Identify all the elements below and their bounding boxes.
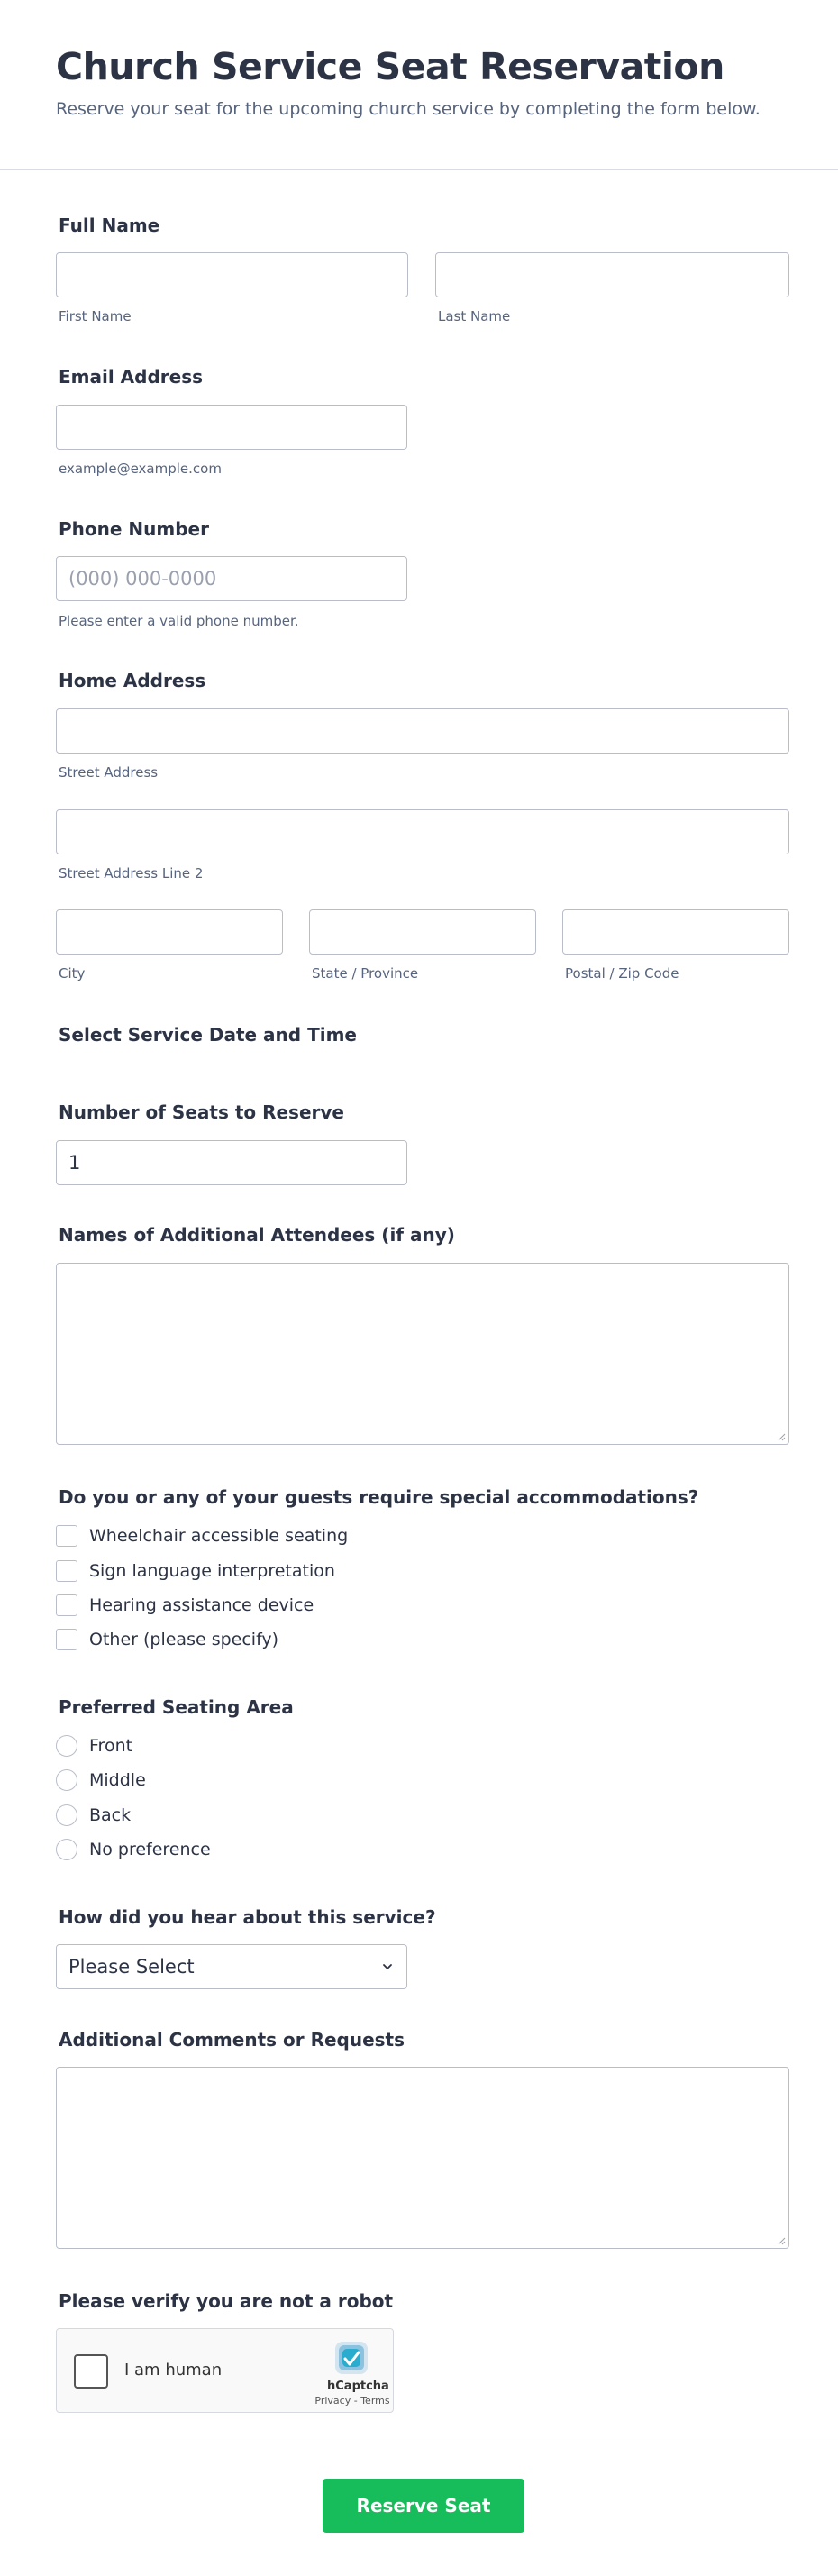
comments-label: Additional Comments or Requests [59,2029,405,2051]
radio-button[interactable] [56,1769,77,1791]
email-sublabel: example@example.com [59,461,222,477]
seating-option-middle[interactable] [56,1768,146,1793]
first-name-sublabel: First Name [59,308,132,324]
seating-option-no-preference[interactable] [56,1837,211,1862]
option-label: Hearing assistance device [89,1595,314,1615]
zip-sublabel: Postal / Zip Code [565,965,679,982]
captcha-label: Please verify you are not a robot [59,2290,394,2312]
phone-sublabel: Please enter a valid phone number. [59,613,299,629]
radio-button[interactable] [56,1804,77,1826]
street-address-input[interactable] [56,708,789,754]
radio-button[interactable] [56,1839,77,1860]
email-label: Email Address [59,366,204,388]
captcha-checkbox[interactable] [74,2354,108,2389]
captcha-widget [56,2328,394,2413]
referral-select[interactable] [56,1944,407,1989]
attendees-label: Names of Additional Attendees (if any) [59,1224,455,1246]
option-label: Middle [89,1770,146,1790]
checkbox[interactable] [56,1525,77,1547]
captcha-brand: hCaptcha [327,2380,389,2393]
seats-label: Number of Seats to Reserve [59,1101,344,1123]
captcha-checkbox-text: I am human [124,2361,223,2380]
last-name-input[interactable] [435,252,789,297]
zip-input[interactable] [562,909,789,955]
reserve-seat-button[interactable]: Reserve Seat [323,2479,524,2533]
phone-label: Phone Number [59,518,209,540]
accommodations-label: Do you or any of your guests require special accommodations? [59,1486,699,1508]
captcha-terms-link[interactable]: Privacy - Terms [314,2395,390,2407]
resize-grip-icon[interactable] [777,2236,786,2245]
state-input[interactable] [309,909,536,955]
accommodation-option-other[interactable] [56,1627,278,1652]
street-address-2-sublabel: Street Address Line 2 [59,865,204,882]
accommodation-option-wheelchair[interactable] [56,1523,348,1548]
radio-button[interactable] [56,1735,77,1757]
option-label: Front [89,1736,133,1756]
seating-area-label: Preferred Seating Area [59,1696,294,1718]
resize-grip-icon[interactable] [777,1432,786,1441]
page-title: Church Service Seat Reservation [56,45,724,88]
checkbox[interactable] [56,1629,77,1650]
state-sublabel: State / Province [312,965,419,982]
option-label: Wheelchair accessible seating [89,1526,349,1546]
street-address-2-input[interactable] [56,809,789,854]
checkbox[interactable] [56,1560,77,1582]
option-label: No preference [89,1840,211,1859]
option-label: Back [89,1805,132,1825]
address-label: Home Address [59,670,206,691]
page-subtitle: Reserve your seat for the upcoming church service by completing the form below. [56,99,761,119]
seating-option-back[interactable] [56,1803,131,1828]
attendees-textarea[interactable] [56,1263,789,1445]
seats-input[interactable]: 1 [56,1140,407,1185]
city-sublabel: City [59,965,86,982]
option-label: Sign language interpretation [89,1561,335,1581]
referral-label: How did you hear about this service? [59,1906,436,1928]
hcaptcha-logo-icon [332,2338,371,2378]
seating-option-front[interactable] [56,1733,132,1758]
accommodation-option-hearing[interactable] [56,1593,314,1618]
checkbox[interactable] [56,1594,77,1616]
street-address-sublabel: Street Address [59,764,159,781]
service-datetime-label: Select Service Date and Time [59,1024,357,1046]
city-input[interactable] [56,909,283,955]
full-name-label: Full Name [59,215,160,236]
phone-input[interactable]: (000) 000-0000 [56,556,407,601]
option-label: Other (please specify) [89,1630,279,1649]
accommodation-option-sign-language[interactable] [56,1558,335,1584]
form-header [0,0,838,170]
last-name-sublabel: Last Name [438,308,511,324]
chevron-down-icon [381,1960,394,1973]
first-name-input[interactable] [56,252,408,297]
referral-selected-value: Please Select [68,1956,195,1978]
email-input[interactable] [56,405,407,450]
comments-textarea[interactable] [56,2067,789,2249]
